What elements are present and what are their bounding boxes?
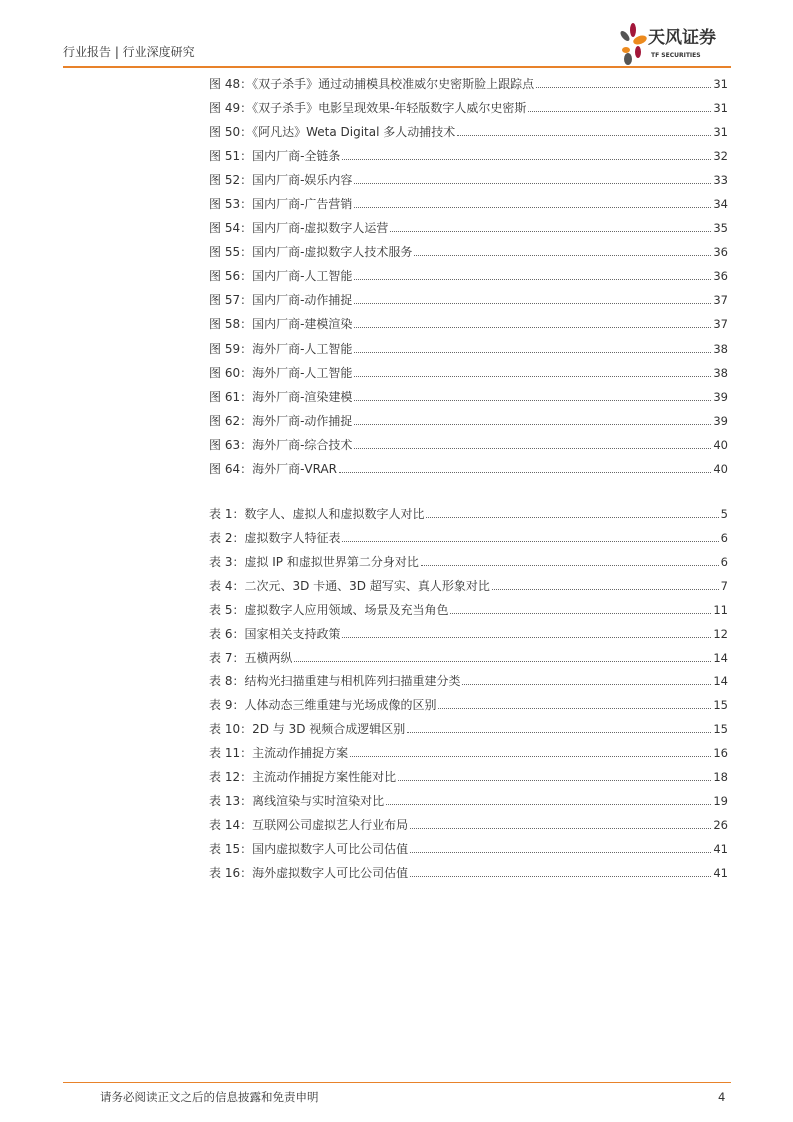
toc-entry-label: 图 64：海外厂商-VRAR	[209, 461, 338, 476]
toc-entry-label: 表 6：国家相关支持政策	[209, 626, 341, 641]
toc-entry-label: 图 55：国内厂商-虚拟数字人技术服务	[209, 245, 413, 260]
dot-leader	[354, 423, 711, 425]
toc-entry[interactable]	[209, 602, 728, 626]
page-number: 4	[718, 1090, 726, 1104]
toc-entry-label: 图 61：海外厂商-渲染建模	[209, 389, 353, 404]
toc-entry-page: 39	[713, 389, 728, 404]
toc-entry-label: 图 49：《双子杀手》电影呈现效果-年轻版数字人威尔史密斯	[209, 101, 527, 116]
toc-entry-label: 表 8：结构光扫描重建与相机阵列扫描重建分类	[209, 674, 461, 689]
toc-entry-page: 37	[713, 293, 728, 308]
toc-entry-label: 表 3：虚拟 IP 和虚拟世界第二分身对比	[209, 554, 419, 569]
dot-leader	[354, 182, 711, 184]
toc-entry-page: 37	[713, 317, 728, 332]
toc-entry-label: 图 58：国内厂商-建模渲染	[209, 317, 353, 332]
toc-entry[interactable]	[209, 437, 728, 461]
dot-leader	[438, 707, 711, 709]
header-divider	[63, 66, 731, 68]
toc-entry-label: 图 63：海外厂商-综合技术	[209, 437, 353, 452]
toc-entry-label: 表 7：五横两纵	[209, 650, 293, 665]
toc-entry[interactable]	[209, 673, 728, 697]
toc-entry-page: 18	[713, 770, 728, 785]
toc-entry[interactable]	[209, 244, 728, 268]
toc-entry[interactable]	[209, 316, 728, 340]
dot-leader	[354, 351, 711, 353]
dot-leader	[536, 86, 711, 88]
toc-entry[interactable]	[209, 148, 728, 172]
dot-leader	[354, 278, 711, 280]
toc-entry[interactable]	[209, 793, 728, 817]
toc-entry-page: 34	[713, 197, 728, 212]
toc-entry[interactable]	[209, 626, 728, 650]
dot-leader	[354, 375, 711, 377]
toc-entry-label: 表 15：国内虚拟数字人可比公司估值	[209, 841, 409, 856]
toc-entry-label: 图 60：海外厂商-人工智能	[209, 365, 353, 380]
toc-entry-label: 表 2：虚拟数字人特征表	[209, 530, 341, 545]
dot-leader	[350, 755, 711, 757]
toc-entry-page: 38	[713, 341, 728, 356]
toc-entry-label: 图 62：海外厂商-动作捕捉	[209, 413, 353, 428]
toc-entry-label: 图 52：国内厂商-娱乐内容	[209, 173, 353, 188]
footer-divider	[63, 1082, 731, 1083]
dot-leader	[354, 399, 711, 401]
toc-entry-page: 41	[713, 841, 728, 856]
dot-leader	[354, 302, 711, 304]
toc-entry-page: 40	[713, 461, 728, 476]
dot-leader	[354, 326, 711, 328]
toc-entry[interactable]	[209, 389, 728, 413]
toc-entry[interactable]	[209, 817, 728, 841]
toc-entry[interactable]	[209, 530, 728, 554]
toc-entry[interactable]	[209, 268, 728, 292]
toc-entry[interactable]	[209, 76, 728, 100]
toc-entry-label: 表 16：海外虚拟数字人可比公司估值	[209, 865, 409, 880]
toc-entry-label: 图 50：《阿凡达》Weta Digital 多人动捕技术	[209, 125, 456, 140]
toc-entry[interactable]	[209, 365, 728, 389]
dot-leader	[528, 110, 711, 112]
dot-leader	[426, 516, 718, 518]
dot-leader	[339, 471, 711, 473]
dot-leader	[410, 827, 711, 829]
report-header-title: 行业报告 | 行业深度研究	[63, 45, 195, 59]
toc-entry-label: 表 12：主流动作捕捉方案性能对比	[209, 770, 397, 785]
toc-entry[interactable]	[209, 100, 728, 124]
toc-entry-label: 图 56：国内厂商-人工智能	[209, 269, 353, 284]
logo-name: 天风证券	[648, 28, 716, 48]
toc-entry[interactable]	[209, 461, 728, 485]
toc-entry-label: 表 10：2D 与 3D 视频合成逻辑区别	[209, 722, 406, 737]
dot-leader	[450, 612, 711, 614]
toc-entry-label: 表 4：二次元、3D 卡通、3D 超写实、真人形象对比	[209, 578, 490, 593]
toc-entry-label: 表 14：互联网公司虚拟艺人行业布局	[209, 817, 409, 832]
toc-entry-page: 7	[720, 578, 728, 593]
toc-entry-page: 31	[713, 125, 728, 140]
toc-entry[interactable]	[209, 413, 728, 437]
toc-entry-page: 15	[713, 698, 728, 713]
dot-leader	[342, 540, 718, 542]
figure-index-list	[209, 76, 728, 485]
dot-leader	[354, 206, 711, 208]
toc-entry-page: 15	[713, 722, 728, 737]
toc-entry-page: 19	[713, 794, 728, 809]
toc-entry-label: 图 48：《双子杀手》通过动捕模具校准威尔史密斯脸上跟踪点	[209, 77, 535, 91]
toc-entry[interactable]	[209, 292, 728, 316]
toc-entry-label: 图 53：国内厂商-广告营销	[209, 197, 353, 212]
toc-entry-page: 5	[720, 507, 728, 521]
toc-entry-label: 表 13：离线渲染与实时渲染对比	[209, 794, 385, 809]
dot-leader	[421, 564, 719, 566]
toc-entry-page: 32	[713, 149, 728, 164]
toc-entry-page: 16	[713, 746, 728, 761]
table-index-list	[209, 506, 728, 889]
dot-leader	[354, 447, 711, 449]
toc-entry[interactable]	[209, 865, 728, 889]
logo-subtitle: TF SECURITIES	[651, 52, 701, 59]
toc-entry[interactable]	[209, 697, 728, 721]
toc-entry-page: 14	[713, 674, 728, 689]
dot-leader	[457, 134, 711, 136]
toc-entry-page: 31	[713, 101, 728, 116]
toc-entry-page: 33	[713, 173, 728, 188]
dot-leader	[342, 636, 711, 638]
toc-entry[interactable]	[209, 554, 728, 578]
toc-entry-page: 26	[713, 817, 728, 832]
toc-entry-page: 39	[713, 413, 728, 428]
toc-entry[interactable]	[209, 172, 728, 196]
toc-entry-label: 表 11：主流动作捕捉方案	[209, 746, 349, 761]
toc-entry[interactable]	[209, 578, 728, 602]
toc-entry-label: 图 59：海外厂商-人工智能	[209, 341, 353, 356]
toc-entry[interactable]	[209, 220, 728, 244]
toc-entry-page: 11	[713, 602, 728, 617]
toc-entry-page: 40	[713, 437, 728, 452]
dot-leader	[414, 254, 711, 256]
toc-entry-label: 表 1：数字人、虚拟人和虚拟数字人对比	[209, 507, 425, 521]
toc-entry-label: 图 51：国内厂商-全链条	[209, 149, 341, 164]
toc-entry[interactable]	[209, 124, 728, 148]
toc-entry[interactable]	[209, 745, 728, 769]
dot-leader	[410, 875, 711, 877]
toc-entry[interactable]	[209, 650, 728, 674]
footer-disclaimer: 请务必阅读正文之后的信息披露和免责申明	[100, 1090, 319, 1104]
dot-leader	[407, 731, 711, 733]
toc-entry[interactable]	[209, 769, 728, 793]
company-logo	[618, 22, 733, 66]
toc-entry-page: 12	[713, 626, 728, 641]
toc-entry-page: 6	[720, 530, 728, 545]
toc-entry-page: 35	[713, 221, 728, 236]
toc-entry[interactable]	[209, 841, 728, 865]
dot-leader	[462, 683, 711, 685]
dot-leader	[410, 851, 711, 853]
toc-entry-label: 表 9：人体动态三维重建与光场成像的区别	[209, 698, 437, 713]
dot-leader	[294, 660, 711, 662]
dot-leader	[386, 803, 711, 805]
toc-entry-page: 31	[713, 77, 728, 91]
dot-leader	[342, 158, 711, 160]
toc-entry-label: 图 57：国内厂商-动作捕捉	[209, 293, 353, 308]
toc-entry-page: 38	[713, 365, 728, 380]
dot-leader	[390, 230, 711, 232]
toc-entry-label: 图 54：国内厂商-虚拟数字人运营	[209, 221, 389, 236]
dot-leader	[492, 588, 719, 590]
toc-entry[interactable]	[209, 196, 728, 220]
toc-entry[interactable]	[209, 341, 728, 365]
toc-entry-label: 表 5：虚拟数字人应用领域、场景及充当角色	[209, 602, 449, 617]
toc-entry-page: 41	[713, 865, 728, 880]
toc-entry-page: 36	[713, 245, 728, 260]
toc-entry-page: 36	[713, 269, 728, 284]
logo-petals-icon	[618, 22, 648, 66]
toc-entry-page: 14	[713, 650, 728, 665]
dot-leader	[398, 779, 711, 781]
toc-entry-page: 6	[720, 554, 728, 569]
toc-entry[interactable]	[209, 721, 728, 745]
toc-entry[interactable]	[209, 506, 728, 530]
